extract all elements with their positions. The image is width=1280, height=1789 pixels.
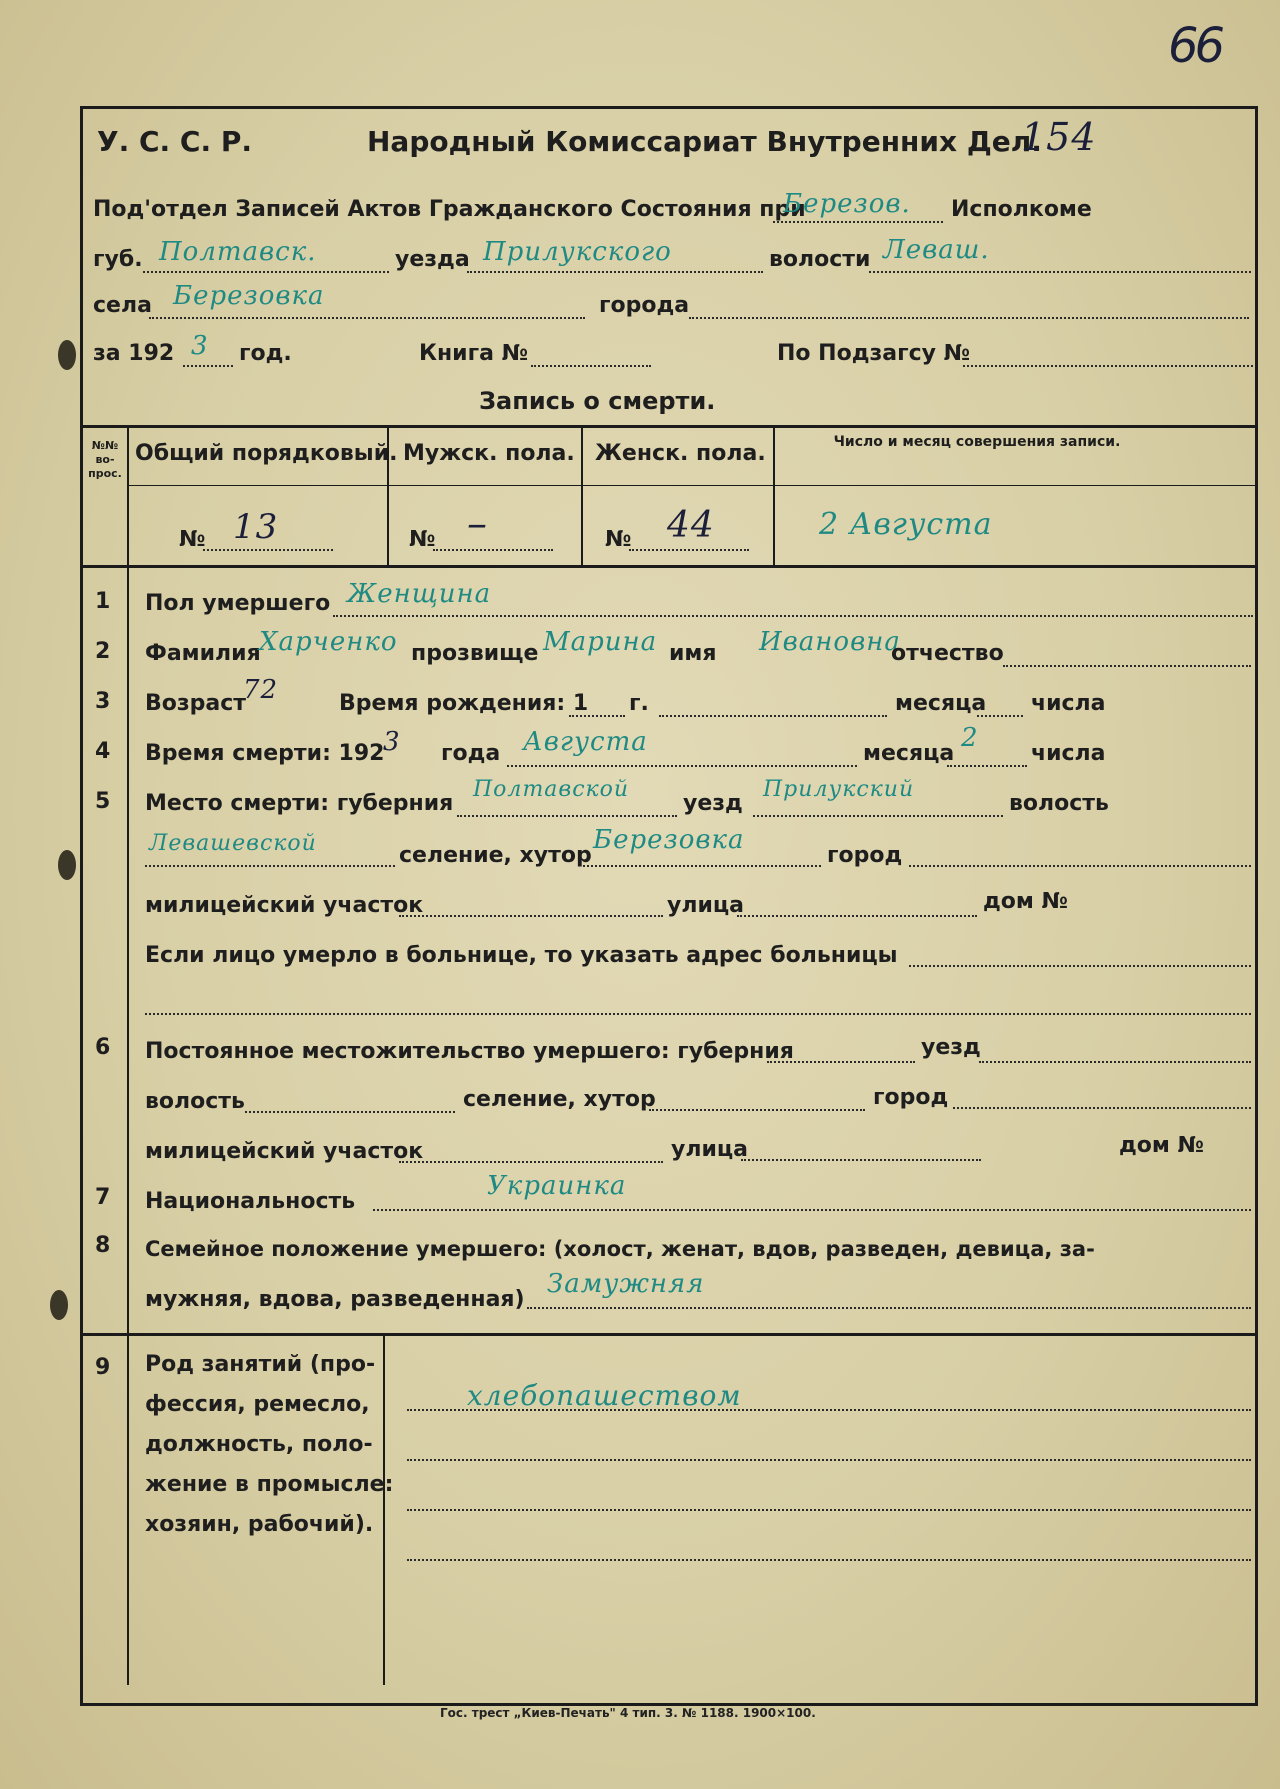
death-year-value: 3: [383, 727, 401, 757]
row-number: 7: [95, 1185, 111, 1210]
male-number: –: [467, 501, 488, 547]
death-volost-label: волость: [1009, 791, 1109, 816]
death-month-value: Августа: [523, 727, 648, 757]
god-label: год.: [239, 341, 292, 366]
col-male-header: Мужск. пола.: [403, 441, 575, 466]
death-gorod-label: город: [827, 843, 903, 868]
podzags-label: По Подзагсу №: [777, 341, 971, 366]
death-month-label: месяца: [863, 741, 955, 766]
subdept-value: Березов.: [783, 189, 911, 219]
no-label: №: [605, 527, 632, 552]
death-selo-value: Березовка: [593, 825, 745, 855]
residence-volost-label: волость: [145, 1089, 245, 1114]
printer-footer: Гос. трест „Киев-Печать" 4 тип. 3. № 1188. 1900×100.: [440, 1706, 816, 1720]
nationality-label: Национальность: [145, 1189, 356, 1214]
residence-house-label: дом №: [1119, 1133, 1204, 1158]
death-place-label: Место смерти: губерния: [145, 791, 454, 816]
death-day-value: 2: [961, 723, 979, 753]
selo-value: Березовка: [173, 281, 325, 311]
row-number: 8: [95, 1233, 111, 1258]
year-value: 3: [191, 331, 209, 361]
uezd-value: Прилукского: [483, 237, 672, 267]
birth-day-label: числа: [1031, 691, 1106, 716]
col-date-header: Число и месяц совершения записи.: [833, 434, 1121, 450]
age-value: 72: [243, 675, 279, 705]
row-number: 1: [95, 589, 111, 614]
col-female-header: Женск. пола.: [595, 441, 766, 466]
death-record-form: [80, 106, 1258, 1706]
republic-title: У. С. С. Р.: [97, 125, 252, 158]
sheet-number: 154: [1021, 115, 1097, 159]
col-q-header: №№ во-прос.: [88, 439, 122, 480]
residence-uezd-label: уезд: [921, 1035, 981, 1060]
archive-page-number: 66: [1168, 18, 1222, 74]
death-volost-value: Левашевской: [149, 831, 317, 856]
col-total-header: Общий порядковый.: [135, 441, 398, 466]
record-title: Запись о смерти.: [479, 387, 716, 415]
residence-gorod-label: город: [873, 1085, 949, 1110]
sex-label: Пол умершего: [145, 591, 331, 616]
surname-label: Фамилия: [145, 641, 261, 666]
nickname-label: прозвище: [411, 641, 539, 666]
death-day-label: числа: [1031, 741, 1106, 766]
no-label: №: [179, 527, 206, 552]
residence-street-label: улица: [671, 1137, 749, 1162]
year-label: за 192: [93, 341, 175, 366]
residence-militia-label: милицейский участок: [145, 1139, 424, 1164]
gub-value: Полтавск.: [159, 237, 317, 267]
subdept-label: Под'отдел Записей Актов Гражданского Состояния при: [93, 197, 806, 222]
row-number: 9: [95, 1355, 111, 1380]
commissariat-title: Народный Комиссариат Внутренних Дел.: [367, 125, 1042, 158]
marital-label-cont: мужняя, вдова, разведенная): [145, 1287, 525, 1312]
total-number: 13: [233, 507, 279, 547]
death-gub-value: Полтавской: [473, 777, 630, 802]
occupation-label: Род занятий (про- фессия, ремесло, должность, поло- жение в промысле: хозяин, рабочий).: [145, 1352, 394, 1537]
binding-hole: [50, 1290, 68, 1320]
death-uezd-value: Прилукский: [763, 777, 915, 802]
death-street-label: улица: [667, 893, 745, 918]
nationality-value: Украинка: [487, 1171, 627, 1201]
sex-value: Женщина: [347, 579, 492, 609]
volost-label: волости: [769, 247, 871, 272]
row-number: 3: [95, 689, 111, 714]
occupation-value: хлебопашеством: [467, 1379, 742, 1412]
female-number: 44: [667, 505, 715, 546]
no-label: №: [409, 527, 436, 552]
row-number: 2: [95, 639, 111, 664]
row-number: 5: [95, 789, 111, 814]
binding-hole: [58, 850, 76, 880]
name-label: имя: [669, 641, 717, 666]
birth-month-label: месяца: [895, 691, 987, 716]
age-label: Возраст: [145, 691, 247, 716]
death-year-label: года: [441, 741, 501, 766]
birth-year-label: г.: [629, 691, 649, 716]
birth-label: Время рождения: 1: [339, 691, 589, 716]
surname-value: Харченко: [259, 627, 398, 657]
gorod-label: города: [599, 293, 690, 318]
hospital-label: Если лицо умерло в больнице, то указать адрес больницы: [145, 943, 898, 968]
death-militia-label: милицейский участок: [145, 893, 424, 918]
patronymic-value: Ивановна: [759, 627, 901, 657]
marital-label: Семейное положение умершего: (холост, женат, вдов, разведен, девица, за-: [145, 1237, 1095, 1261]
kniga-label: Книга №: [419, 341, 529, 366]
binding-hole: [58, 340, 76, 370]
subdept-end-label: Исполкоме: [951, 197, 1092, 222]
row-number: 6: [95, 1035, 111, 1060]
death-time-label: Время смерти: 192: [145, 741, 385, 766]
patronymic-label: отчество: [891, 641, 1004, 666]
death-selo-label: селение, хутор: [399, 843, 592, 868]
residence-label: Постоянное местожительство умершего: губерния: [145, 1039, 794, 1064]
death-house-label: дом №: [983, 889, 1068, 914]
uezd-label: уезда: [395, 247, 470, 272]
selo-label: села: [93, 293, 152, 318]
name-value: Марина: [543, 627, 658, 657]
gub-label: губ.: [93, 247, 143, 272]
death-uezd-label: уезд: [683, 791, 743, 816]
marital-value: Замужняя: [547, 1269, 705, 1299]
residence-selo-label: селение, хутор: [463, 1087, 656, 1112]
volost-value: Леваш.: [883, 235, 990, 265]
record-date: 2 Августа: [819, 507, 993, 542]
row-number: 4: [95, 739, 111, 764]
